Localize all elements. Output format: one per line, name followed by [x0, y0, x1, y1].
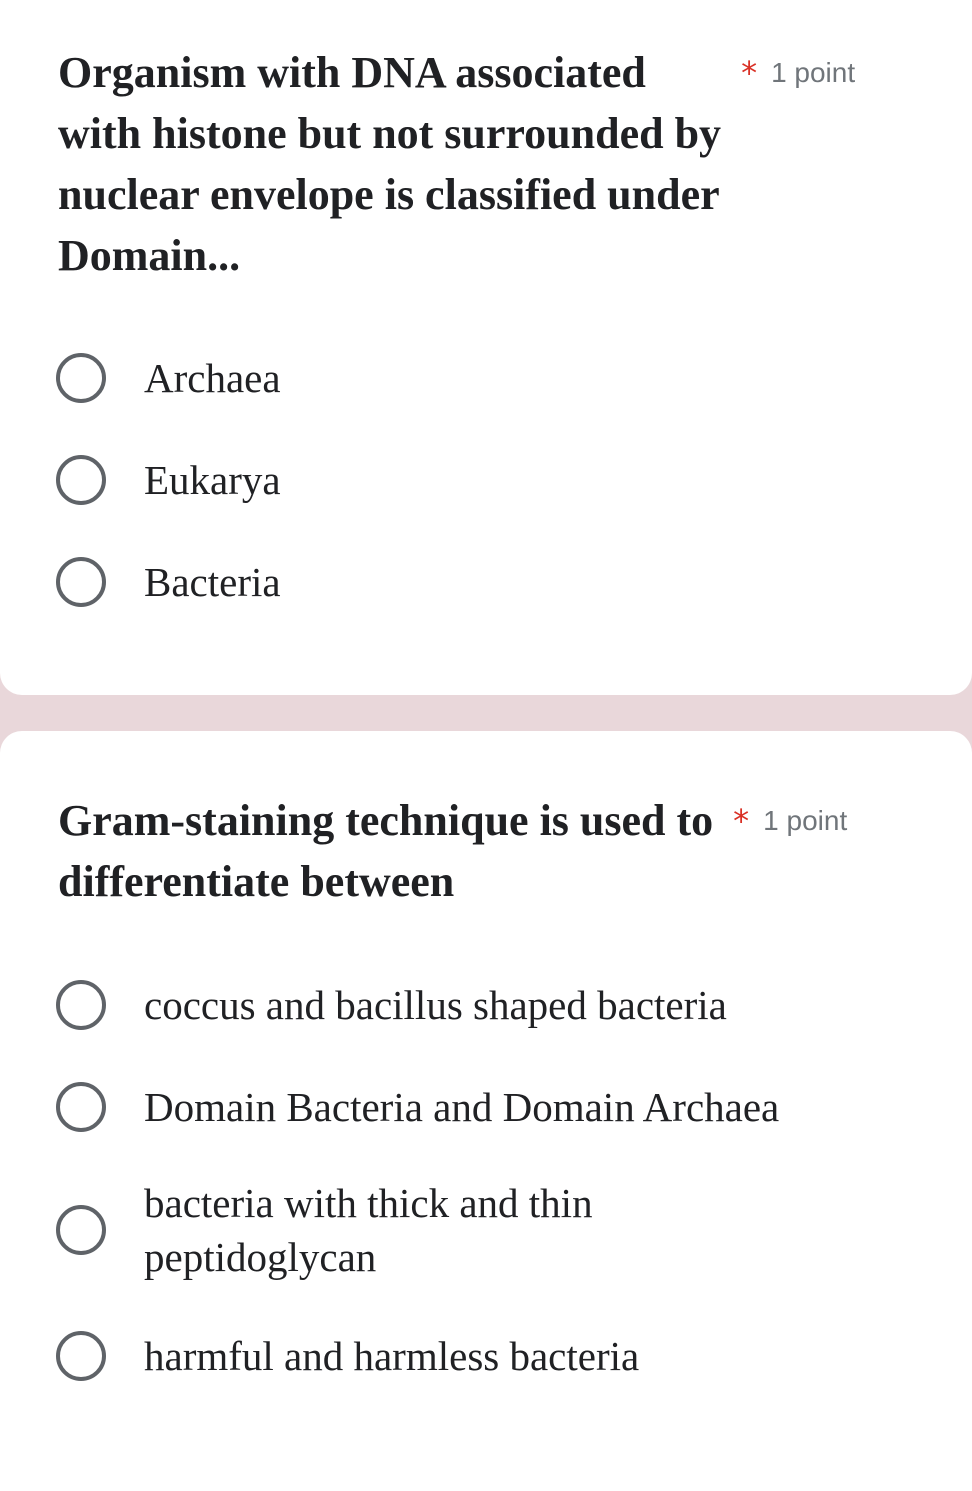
- points-label: 1 point: [763, 804, 848, 836]
- option-coccus-bacillus[interactable]: [56, 978, 727, 1032]
- title-line: Gram-staining technique is used to: [58, 796, 714, 845]
- option-label: Eukarya: [144, 457, 281, 503]
- question-1-header: [58, 42, 932, 286]
- title-line: nuclear envelope is classified under: [58, 170, 720, 219]
- title-line: with histone but not surrounded by: [58, 109, 722, 158]
- option-label: harmful and harmless bacteria: [144, 1333, 640, 1379]
- question-2-header: [58, 790, 932, 912]
- question-meta: [733, 790, 847, 851]
- option-label: Domain Bacteria and Domain Archaea: [144, 1084, 780, 1130]
- required-asterisk: *: [741, 53, 758, 92]
- title-line: Organism with DNA associated: [58, 48, 646, 97]
- option-label: coccus and bacillus shaped bacteria: [144, 982, 727, 1028]
- question-2-title: [58, 790, 713, 912]
- radio-button[interactable]: [56, 455, 106, 505]
- option-eukarya[interactable]: [56, 453, 281, 507]
- option-harmful-harmless[interactable]: [56, 1329, 639, 1383]
- question-meta: [741, 42, 855, 103]
- option-bacteria-archaea[interactable]: [56, 1080, 779, 1134]
- radio-button[interactable]: [56, 980, 106, 1030]
- title-line: Domain...: [58, 231, 241, 280]
- points-label: 1 point: [771, 56, 856, 88]
- option-label: Bacteria: [144, 559, 281, 605]
- radio-button[interactable]: [56, 557, 106, 607]
- option-label-line: peptidoglycan: [144, 1234, 377, 1280]
- required-asterisk: *: [733, 801, 750, 840]
- radio-button[interactable]: [56, 353, 106, 403]
- option-label-line: bacteria with thick and thin: [144, 1180, 593, 1226]
- option-bacteria[interactable]: [56, 555, 281, 609]
- question-1-title: [58, 42, 721, 286]
- option-peptidoglycan[interactable]: [56, 1176, 593, 1284]
- option-label: Archaea: [144, 355, 281, 401]
- radio-button[interactable]: [56, 1331, 106, 1381]
- radio-button[interactable]: [56, 1082, 106, 1132]
- title-line: differentiate between: [58, 857, 455, 906]
- radio-button[interactable]: [56, 1205, 106, 1255]
- option-label: [144, 1176, 593, 1284]
- option-archaea[interactable]: [56, 351, 281, 405]
